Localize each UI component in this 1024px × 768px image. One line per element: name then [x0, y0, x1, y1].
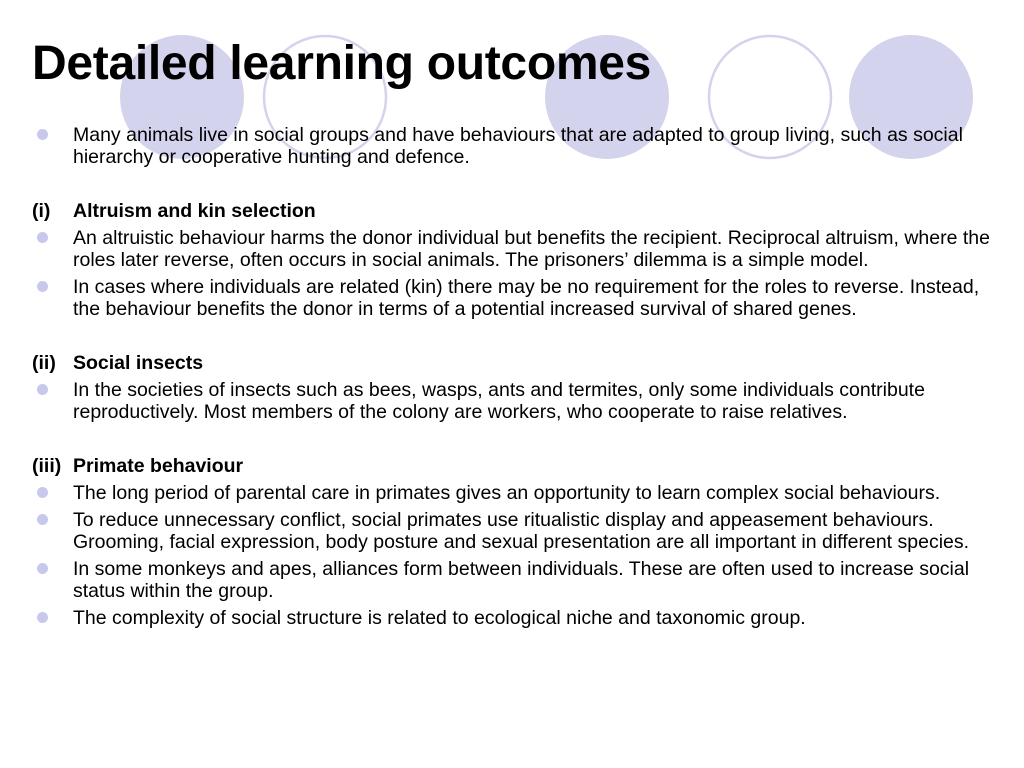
- list-item: [32, 607, 1002, 629]
- bullet-icon: [37, 232, 48, 243]
- intro-text: Many animals live in social groups and have behaviours that are adapted to group living, such as social hierarchy or cooperative hunting and defence.: [73, 124, 963, 168]
- bullet-text: In cases where individuals are related (kin) there may be no requirement for the roles to reverse. Instead, the behaviour benefits the donor in terms of a potential increased survival of shared genes.: [73, 276, 980, 320]
- bullet-icon: [37, 384, 48, 395]
- list-item: [32, 379, 1002, 423]
- section-number: (iii): [32, 455, 62, 477]
- bullet-text: To reduce unnecessary conflict, social primates use ritualistic display and appeasement behaviours. Grooming, facial expression, body posture and sexual presentation are all important in different species.: [73, 509, 970, 553]
- list-item: [32, 482, 1002, 504]
- intro-bullet: [32, 124, 1002, 168]
- bullet-text: The complexity of social structure is related to ecological niche and taxonomic group.: [73, 607, 806, 629]
- bullet-text: In the societies of insects such as bees, wasps, ants and termites, only some individuals contribute reproductively. Most members of the colony are workers, who cooperate to raise relatives.: [73, 379, 925, 423]
- bullet-text: In some monkeys and apes, alliances form between individuals. These are often used to increase social status within the group.: [73, 558, 970, 602]
- section-number: (i): [32, 200, 51, 222]
- section-heading-text: Social insects: [73, 352, 204, 374]
- bullet-icon: [37, 281, 48, 292]
- bullet-icon: [37, 487, 48, 498]
- slide-title: Detailed learning outcomes: [32, 37, 652, 90]
- list-item: [32, 509, 1002, 553]
- section-heading-primate-behaviour: [32, 455, 1002, 477]
- bullet-icon: [37, 563, 48, 574]
- section-number: (ii): [32, 352, 56, 374]
- section-heading-text: Altruism and kin selection: [73, 200, 316, 222]
- bullet-icon: [37, 612, 48, 623]
- bullet-icon: [37, 129, 48, 140]
- list-item: [32, 276, 1002, 320]
- list-item: [32, 558, 1002, 602]
- bullet-text: An altruistic behaviour harms the donor individual but benefits the recipient. Reciprocal altruism, where the roles later reverse, often occurs in social animals. The prisoners’ dilemma is a simple model.: [73, 227, 990, 271]
- bullet-icon: [37, 514, 48, 525]
- bullet-text: The long period of parental care in primates gives an opportunity to learn complex social behaviours.: [73, 482, 941, 504]
- section-heading-altruism: [32, 200, 1002, 222]
- section-heading-text: Primate behaviour: [73, 455, 244, 477]
- section-heading-social-insects: [32, 352, 1002, 374]
- slide-content: [32, 124, 1002, 634]
- list-item: [32, 227, 1002, 271]
